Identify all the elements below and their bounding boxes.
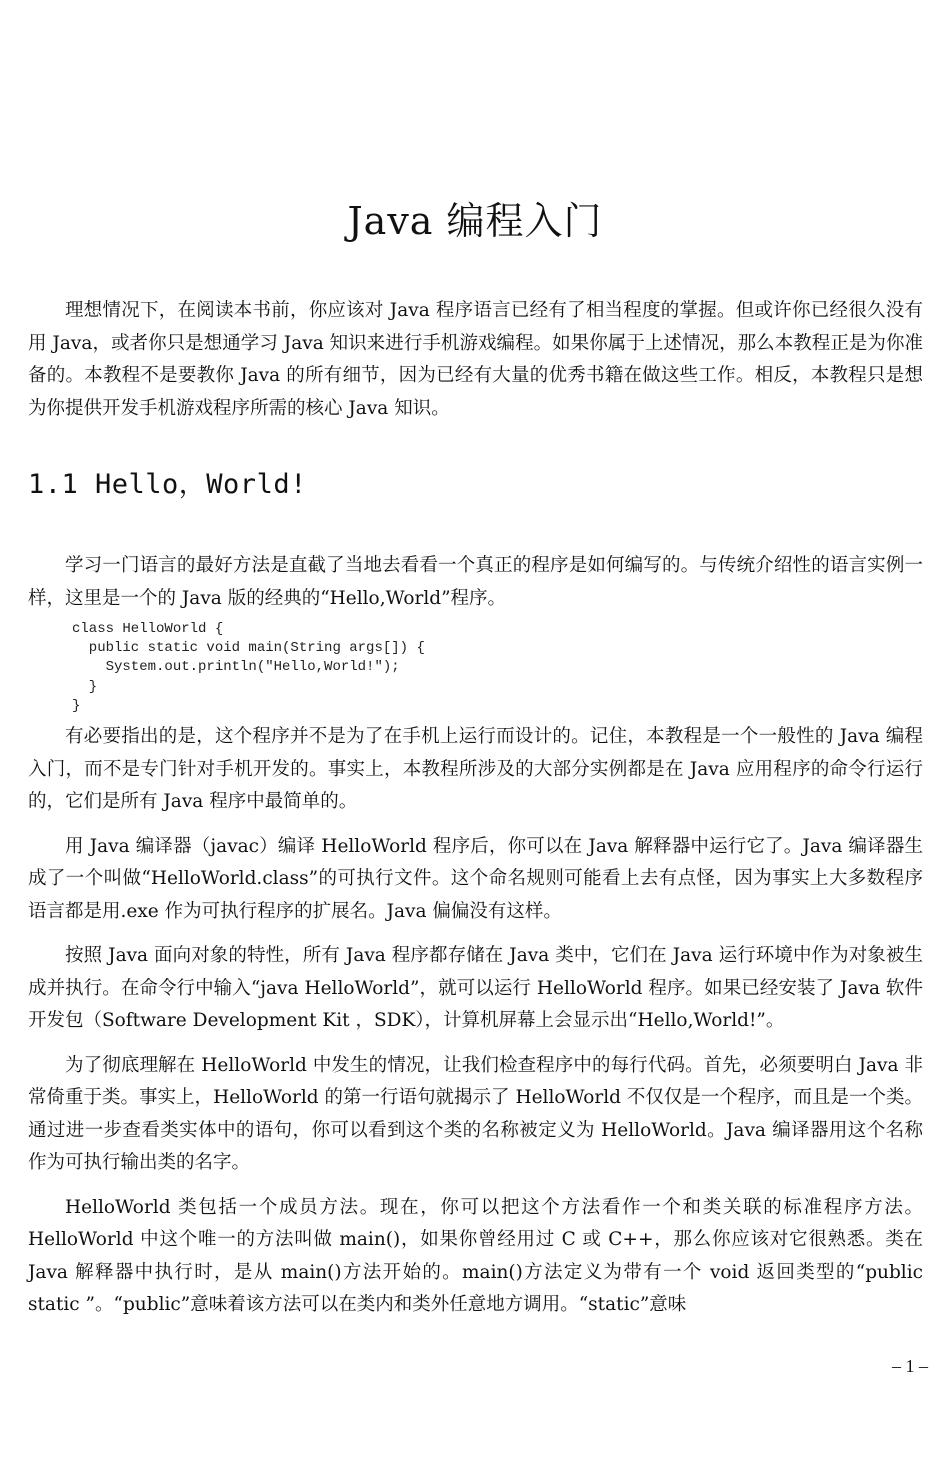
intro-section — [28, 295, 923, 425]
page-title: Java 编程入门 — [347, 199, 603, 243]
code-line: System.out.println("Hello,World!"); — [72, 659, 400, 676]
code-line: public static void main(String args[]) { — [72, 640, 425, 657]
body-paragraph: 有必要指出的是，这个程序并不是为了在手机上运行而设计的。记住，本教程是一个一般性的 Java 编程入门，而不是专门针对手机开发的。事实上，本教程所涉及的大部分实例都是在 Java 应用程序的命令行运行的，它们是所有 Java 程序中最简单的。 — [28, 726, 923, 812]
body-paragraph: HelloWorld 类包括一个成员方法。现在，你可以把这个方法看作一个和类关联的标准程序方法。HelloWorld 中这个唯一的方法叫做 main()，如果你曾经用过 C 或 C++，那么你应该对它很熟悉。类在 Java 解释器中执行时，是从 main()方法开始的。main()方法定义为带有一个 void 返回类型的“public static ”。“public”意味着该方法可以在类内和类外任意地方调用。“static”意味 — [28, 1196, 923, 1315]
section-paragraph: 学习一门语言的最好方法是直截了当地去看看一个真正的程序是如何编写的。与传统介绍性的语言实例一样，这里是一个的 Java 版的经典的“Hello,World”程序。 — [28, 555, 923, 609]
section-intro — [28, 550, 923, 615]
code-line: } — [72, 697, 81, 714]
code-line: } — [72, 678, 98, 695]
intro-paragraph: 理想情况下，在阅读本书前，你应该对 Java 程序语言已经有了相当程度的掌握。但或许你已经很久没有用 Java，或者你只是想通学习 Java 知识来进行手机游戏编程。如果你属于上述情况，那么本教程正是为你准备的。本教程不是要教你 Java 的所有细节，因为已经有大量的优秀书籍在做这些工作。相反，本教程只是想为你提供开发手机游戏程序所需的核心 Java 知识。 — [28, 300, 923, 419]
code-line: class HelloWorld { — [72, 621, 224, 637]
body-paragraph: 按照 Java 面向对象的特性，所有 Java 程序都存储在 Java 类中，它们在 Java 运行环境中作为对象被生成并执行。在命令行中输入“java HelloWorld”，就可以运行 HelloWorld 程序。如果已经安装了 Java 软件开发包（Software Development Kit ，SDK），计算机屏幕上会显示出“Hello,World!”。 — [28, 945, 923, 1031]
page-number: – 1 – — [892, 1356, 928, 1376]
code-block — [72, 620, 425, 716]
body-paragraph: 用 Java 编译器（javac）编译 HelloWorld 程序后，你可以在 Java 解释器中运行它了。Java 编译器生成了一个叫做“HelloWorld.class”的可执行文件。这个命名规则可能看上去有点怪，因为事实上大多数程序语言都是用.exe 作为可执行程序的扩展名。Java 偏偏没有这样。 — [28, 835, 923, 922]
body-paragraph: 为了彻底理解在 HelloWorld 中发生的情况，让我们检查程序中的每行代码。首先，必须要明白 Java 非常倚重于类。事实上，HelloWorld 的第一行语句就揭示了 HelloWorld 不仅仅是一个程序，而且是一个类。通过进一步查看类实体中的语句，你可以看到这个类的名称被定义为 HelloWorld。Java 编译器用这个名称作为可执行输出类的名字。 — [28, 1054, 923, 1173]
section-heading: 1.1 Hello，World! — [28, 469, 307, 500]
body-section — [28, 721, 923, 1322]
